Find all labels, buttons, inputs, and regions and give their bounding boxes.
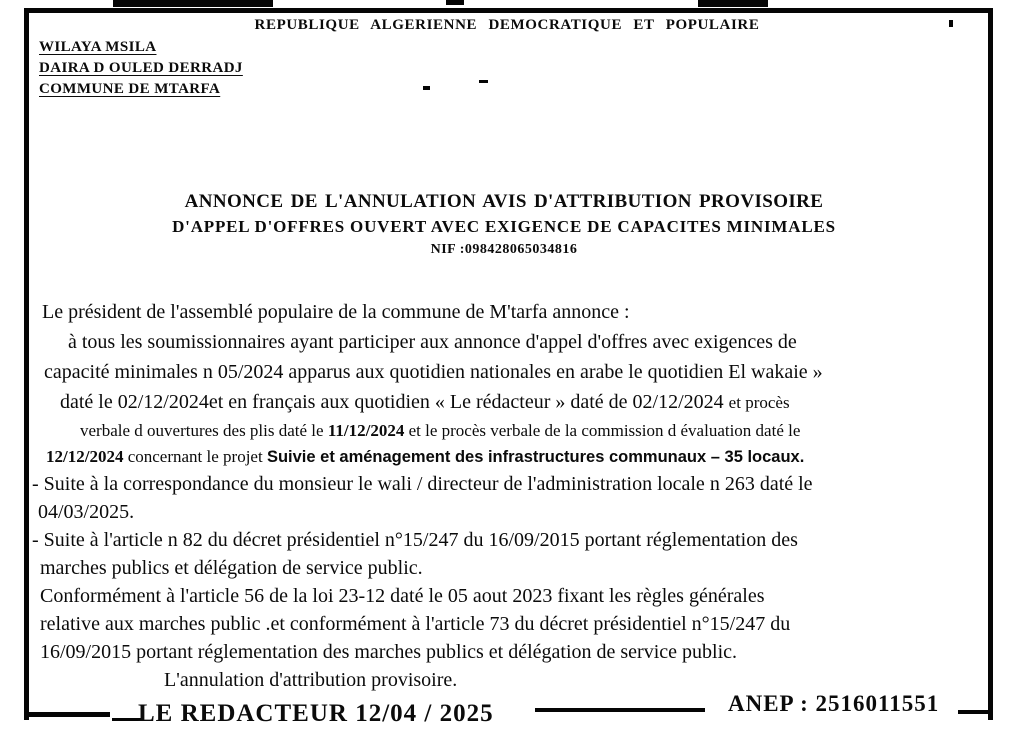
scan-artifact [446, 0, 464, 5]
body-segment: et le procès verbale de la commission d évaluation daté le [404, 421, 801, 440]
daira-line: DAIRA D OULED DERRADJ [39, 60, 243, 76]
body-line: Le président de l'assemblé populaire de la commune de M'tarfa annonce : [42, 301, 630, 323]
body-line: capacité minimales n 05/2024 apparus aux quotidien nationales en arabe le quotidien El wakaie » [44, 361, 823, 383]
footer-divider-line [535, 708, 705, 712]
body-line: relative aux marches public .et conformément à l'article 73 du décret présidentiel n°15/247 du [40, 613, 791, 635]
scan-speck [423, 86, 430, 90]
plis-date: 11/12/2024 [327, 421, 405, 440]
bottom-border-right-stub [958, 710, 988, 714]
body-line: 16/09/2015 portant réglementation des marches publics et délégation de service public. [40, 641, 738, 663]
project-name: Suivie et aménagement des infrastructures communaux – 35 locaux. [266, 448, 805, 466]
scan-artifact [698, 0, 768, 7]
body-line [32, 418, 978, 444]
body-line: 04/03/2025. [38, 501, 135, 523]
body-segment: daté le 02/12/2024et en français aux quotidien « Le rédacteur » daté de 02/12/2024 [60, 391, 729, 413]
scan-speck [479, 80, 488, 83]
body-segment: verbale d ouvertures des plis daté le [80, 421, 328, 440]
bottom-border-left-stub [24, 712, 110, 717]
body-line: Conformément à l'article 56 de la loi 23-12 daté le 05 aout 2023 fixant les règles générales [40, 585, 765, 607]
anep-reference: ANEP : 2516011551 [728, 691, 940, 716]
nif-number: NIF :098428065034816 [430, 242, 578, 257]
title-line-1: ANNONCE DE L'ANNULATION AVIS D'ATTRIBUTION PROVISOIRE [184, 191, 824, 212]
annulation-statement: L'annulation d'attribution provisoire. [164, 669, 458, 691]
announcement-body [32, 297, 978, 694]
body-line [32, 387, 978, 418]
body-line: à tous les soumissionnaires ayant participer aux annonce d'appel d'offres avec exigences de [68, 331, 797, 353]
wilaya-line: WILAYA MSILA [39, 39, 157, 55]
announcement-title-block [29, 191, 979, 258]
body-line: - Suite à l'article n 82 du décret présidentiel n°15/247 du 16/09/2015 portant réglementation des [32, 529, 798, 551]
body-line: - Suite à la correspondance du monsieur le wali / directeur de l'administration locale n 263 daté le [32, 473, 813, 495]
title-line-2: D'APPEL D'OFFRES OUVERT AVEC EXIGENCE DE CAPACITES MINIMALES [172, 217, 836, 236]
body-line: marches publics et délégation de service public. [40, 557, 423, 579]
republic-heading: REPUBLIQUE ALGERIENNE DEMOCRATIQUE ET POPULAIRE [254, 17, 760, 33]
body-line [32, 444, 978, 470]
body-segment: concernant le projet [123, 447, 267, 466]
evaluation-date: 12/12/2024 [46, 447, 124, 466]
commune-line: COMMUNE DE MTARFA [39, 81, 221, 97]
scan-artifact [113, 0, 273, 7]
signature-line: LE REDACTEUR 12/04 / 2025 [138, 700, 494, 727]
body-segment: et procès [728, 393, 790, 412]
